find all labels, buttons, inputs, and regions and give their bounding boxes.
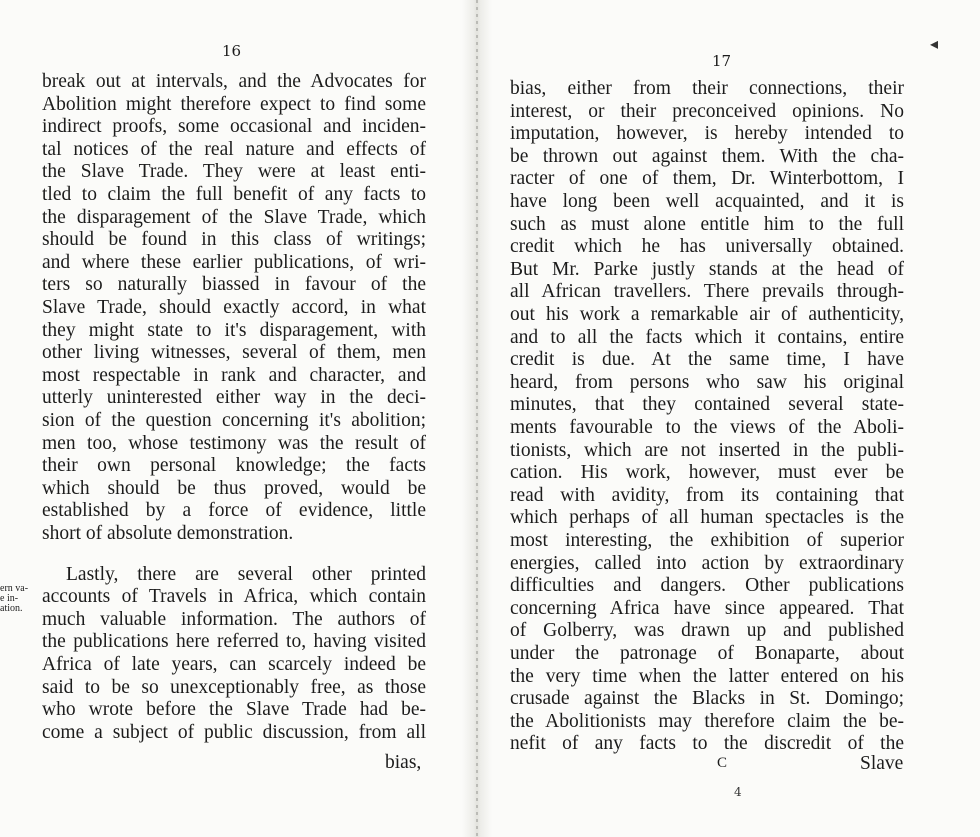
left-text-line-28: who wrote before the Slave Trade had be- xyxy=(42,699,426,721)
left-text-line-10: ters so naturally biassed in favour of the xyxy=(42,274,426,296)
left-text-line-5: the Slave Trade. They were at least enti- xyxy=(42,161,426,183)
right-text-line-7: such as must alone entitle him to the full xyxy=(510,213,904,235)
right-text-line-28: crusade against the Blacks in St. Domingo; xyxy=(510,688,904,710)
left-text-line-15: utterly uninterested either way in the deci- xyxy=(42,387,426,409)
right-text-line-27: the very time when the latter entered on his xyxy=(510,665,904,687)
left-text-line-18: their own personal knowledge; the facts xyxy=(42,455,426,477)
left-catchword: bias, xyxy=(385,752,422,773)
right-text-line-14: heard, from persons who saw his original xyxy=(510,371,904,393)
ink-speck: ◂ xyxy=(930,34,939,53)
right-text-line-17: tionists, which are not inserted in the publi- xyxy=(510,439,904,461)
left-text-line-4: tal notices of the real nature and effects of xyxy=(42,138,426,160)
left-text-line-9: and where these earlier publications, of wri- xyxy=(42,251,426,273)
left-text-line-25: the publications here referred to, having visited xyxy=(42,631,426,653)
right-text-line-24: concerning Africa have since appeared. That xyxy=(510,597,904,619)
right-text-line-22: energies, called into action by extraordinary xyxy=(510,552,904,574)
left-page-number: 16 xyxy=(222,42,242,60)
left-text-line-3: indirect proofs, some occasional and inciden- xyxy=(42,116,426,138)
right-text-line-12: and to all the facts which it contains, entire xyxy=(510,326,904,348)
right-page-number: 17 xyxy=(712,52,732,70)
margin-note-line-1: ern va- xyxy=(0,583,29,594)
left-text-line-17: men too, whose testimony was the result of xyxy=(42,432,426,454)
signature-mark: C xyxy=(717,755,728,771)
margin-note-line-3: ation. xyxy=(0,603,23,614)
left-text-line-14: most respectable in rank and character, and xyxy=(42,364,426,386)
right-text-line-13: credit is due. At the same time, I have xyxy=(510,349,904,371)
right-text-line-30: nefit of any facts to the discredit of the xyxy=(510,733,904,755)
left-text-line-20: established by a force of evidence, little xyxy=(42,500,426,522)
margin-note-line-2: e in- xyxy=(0,593,19,604)
left-text-line-24: much valuable information. The authors of xyxy=(42,608,426,630)
right-text-line-19: read with avidity, from its containing that xyxy=(510,484,904,506)
right-text-line-11: out his work a remarkable air of authenticity, xyxy=(510,304,904,325)
left-text-line-27: said to be so unexceptionably free, as those xyxy=(42,676,426,698)
right-catchword: Slave xyxy=(860,753,904,774)
left-text-line-12: they might state to it's disparagement, with xyxy=(42,319,426,341)
left-text-line-29: come a subject of public discussion, from all xyxy=(42,721,426,743)
right-text-line-18: cation. His work, however, must ever be xyxy=(510,462,904,484)
right-text-line-10: all African travellers. There prevails through- xyxy=(510,281,904,303)
right-text-line-26: under the patronage of Bonaparte, about xyxy=(510,643,904,664)
left-text-line-23: accounts of Travels in Africa, which contain xyxy=(42,586,426,608)
right-text-line-2: interest, or their preconceived opinions. No xyxy=(510,100,904,122)
right-text-line-15: minutes, that they contained several state- xyxy=(510,394,904,416)
left-text-line-6: tled to claim the full benefit of any facts to xyxy=(42,184,426,205)
footer-mark: 4 xyxy=(734,785,742,799)
right-text-line-4: be thrown out against them. With the cha- xyxy=(510,145,904,167)
right-text-line-23: difficulties and dangers. Other publications xyxy=(510,575,904,597)
left-text-line-8: should be found in this class of writings; xyxy=(42,229,426,251)
left-text-line-1: break out at intervals, and the Advocates for xyxy=(42,71,426,92)
left-text-line-22: Lastly, there are several other printed xyxy=(66,563,426,585)
right-text-line-3: imputation, however, is hereby intended to xyxy=(510,123,904,145)
right-text-line-5: racter of one of them, Dr. Winterbottom, I xyxy=(510,168,904,190)
right-text-line-9: But Mr. Parke justly stands at the head of xyxy=(510,258,904,280)
left-text-line-13: other living witnesses, several of them, men xyxy=(42,342,426,364)
right-text-line-29: the Abolitionists may therefore claim the be- xyxy=(510,710,904,732)
left-text-line-2: Abolition might therefore expect to find some xyxy=(42,93,426,115)
right-text-line-1: bias, either from their connections, their xyxy=(510,78,904,99)
left-text-line-21: short of absolute demonstration. xyxy=(42,523,294,544)
right-text-line-8: credit which he has universally obtained. xyxy=(510,236,904,258)
left-text-line-19: which should be thus proved, would be xyxy=(42,477,426,499)
right-text-line-25: of Golberry, was drawn up and published xyxy=(510,620,904,642)
left-text-line-26: Africa of late years, can scarcely indeed be xyxy=(42,654,426,675)
left-text-line-11: Slave Trade, should exactly accord, in what xyxy=(42,297,426,318)
binding-stitch xyxy=(476,0,478,837)
left-text-line-16: sion of the question concerning it's abolition; xyxy=(42,410,426,431)
right-text-line-21: most interesting, the exhibition of superior xyxy=(510,530,904,551)
right-text-line-20: which perhaps of all human spectacles is the xyxy=(510,507,904,529)
right-text-line-6: have long been well acquainted, and it is xyxy=(510,191,904,212)
left-text-line-7: the disparagement of the Slave Trade, which xyxy=(42,206,426,228)
right-text-line-16: ments favourable to the views of the Aboli- xyxy=(510,417,904,438)
